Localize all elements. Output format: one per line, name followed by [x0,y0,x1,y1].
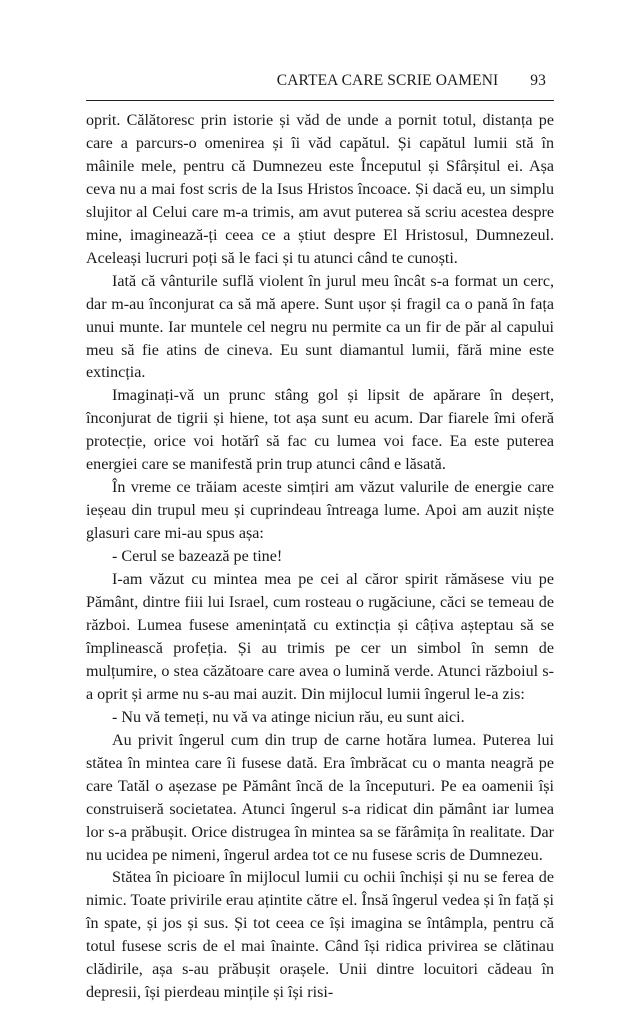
book-page [86,72,554,1005]
paragraph: În vreme ce trăiam aceste simțiri am văzut valurile de energie care ieșeau din trupul meu și cuprindeau întreaga lume. Apoi am auzit niște glasuri care mi-au spus așa: [86,479,554,543]
dialogue-line: - Nu vă temeți, nu vă va atinge niciun rău, eu sunt aici. [112,708,465,726]
paragraph: I-am văzut cu mintea mea pe cei al căror spirit rămăsese viu pe Pământ, dintre fiii lui Israel, cum rosteau o rugăciune, căci se temeau de război. Lumea fusese amenințată cu extincția și câțiva așteptau să se împlinească profeția. Și au trimis pe cer un simbol în semn de mulțumire, o stea căzătoare care avea o lumină verde. Atunci războiul s-a oprit și arme nu s-au mai auzit. Din mijlocul lumii îngerul le-a zis: [86,571,554,703]
paragraph: Au privit îngerul cum din trup de carne hotăra lumea. Puterea lui stătea în mintea care îi fusese dată. Era îmbrăcat cu o manta neagră pe care Tatăl o așezase pe Pământ încă de la începuturi. Pe ea oamenii își construiseră societatea. Atunci îngerul s-a ridicat din pământ iar lumea lor s-a prăbușit. Orice distrugea în mintea sa se fărâmița în realitate. Dar nu ucidea pe nimeni, îngerul ardea tot ce nu fusese scris de Dumnezeu. [86,731,554,864]
paragraph: Iată că vânturile suflă violent în jurul meu încât s-a format un cerc, dar m-au înconjurat ca să mă apere. Sunt ușor și fragil ca o pană în fața unui munte. Iar muntele cel negru nu permite ca un fir de păr al capului meu să fie atins de cineva. Eu sunt diamantul lumii, fără mine este extincția. [86,272,554,382]
paragraph: oprit. Călătoresc prin istorie și văd de unde a pornit totul, distanța pe care a parcurs-o omenirea și îi văd capătul. Și capătul lumii stă în mâinile mele, pentru că Dumnezeu este Începutul și Sfârșitul ei. Așa ceva nu a mai fost scris de la Isus Hristos încoace. Și dacă eu, un simplu slujitor al Celui care m-a trimis, am avut puterea să scriu acestea despre mine, imaginează-ți ceea ce a știut despre El Hristosul, Dumnezeul. Aceleași lucruri poți să le faci și tu atunci când te cunoști. [86,112,554,267]
dialogue-line: - Cerul se bazează pe tine! [112,548,283,566]
running-title: CARTEA CARE SCRIE OAMENI [276,72,499,89]
body-text [86,110,554,1005]
page-number: 93 [530,72,546,89]
running-header [86,72,554,101]
paragraph: Stătea în picioare în mijlocul lumii cu ochii închiși și nu se ferea de nimic. Toate privirile erau ațintite către el. Însă îngerul vedea și în față și în spate, și jos și sus. Și tot ceea ce își imagina se întâmpla, pentru că totul fusese scris de el mai înainte. Când își ridica privirea se clătinau clădirile, așa s-au prăbușit orașele. Unii dintre locuitori cădeau în depresii, își pierdeau mințile și își risi- [86,869,554,1002]
paragraph: Imaginați-vă un prunc stâng gol și lipsit de apărare în deșert, înconjurat de tigrii și hiene, tot așa sunt eu acum. Dar fiarele îmi oferă protecție, orice voi hotărî să fac cu lumea voi face. Ea este puterea energiei care se manifestă prin trup atunci când e lăsată. [86,387,554,474]
